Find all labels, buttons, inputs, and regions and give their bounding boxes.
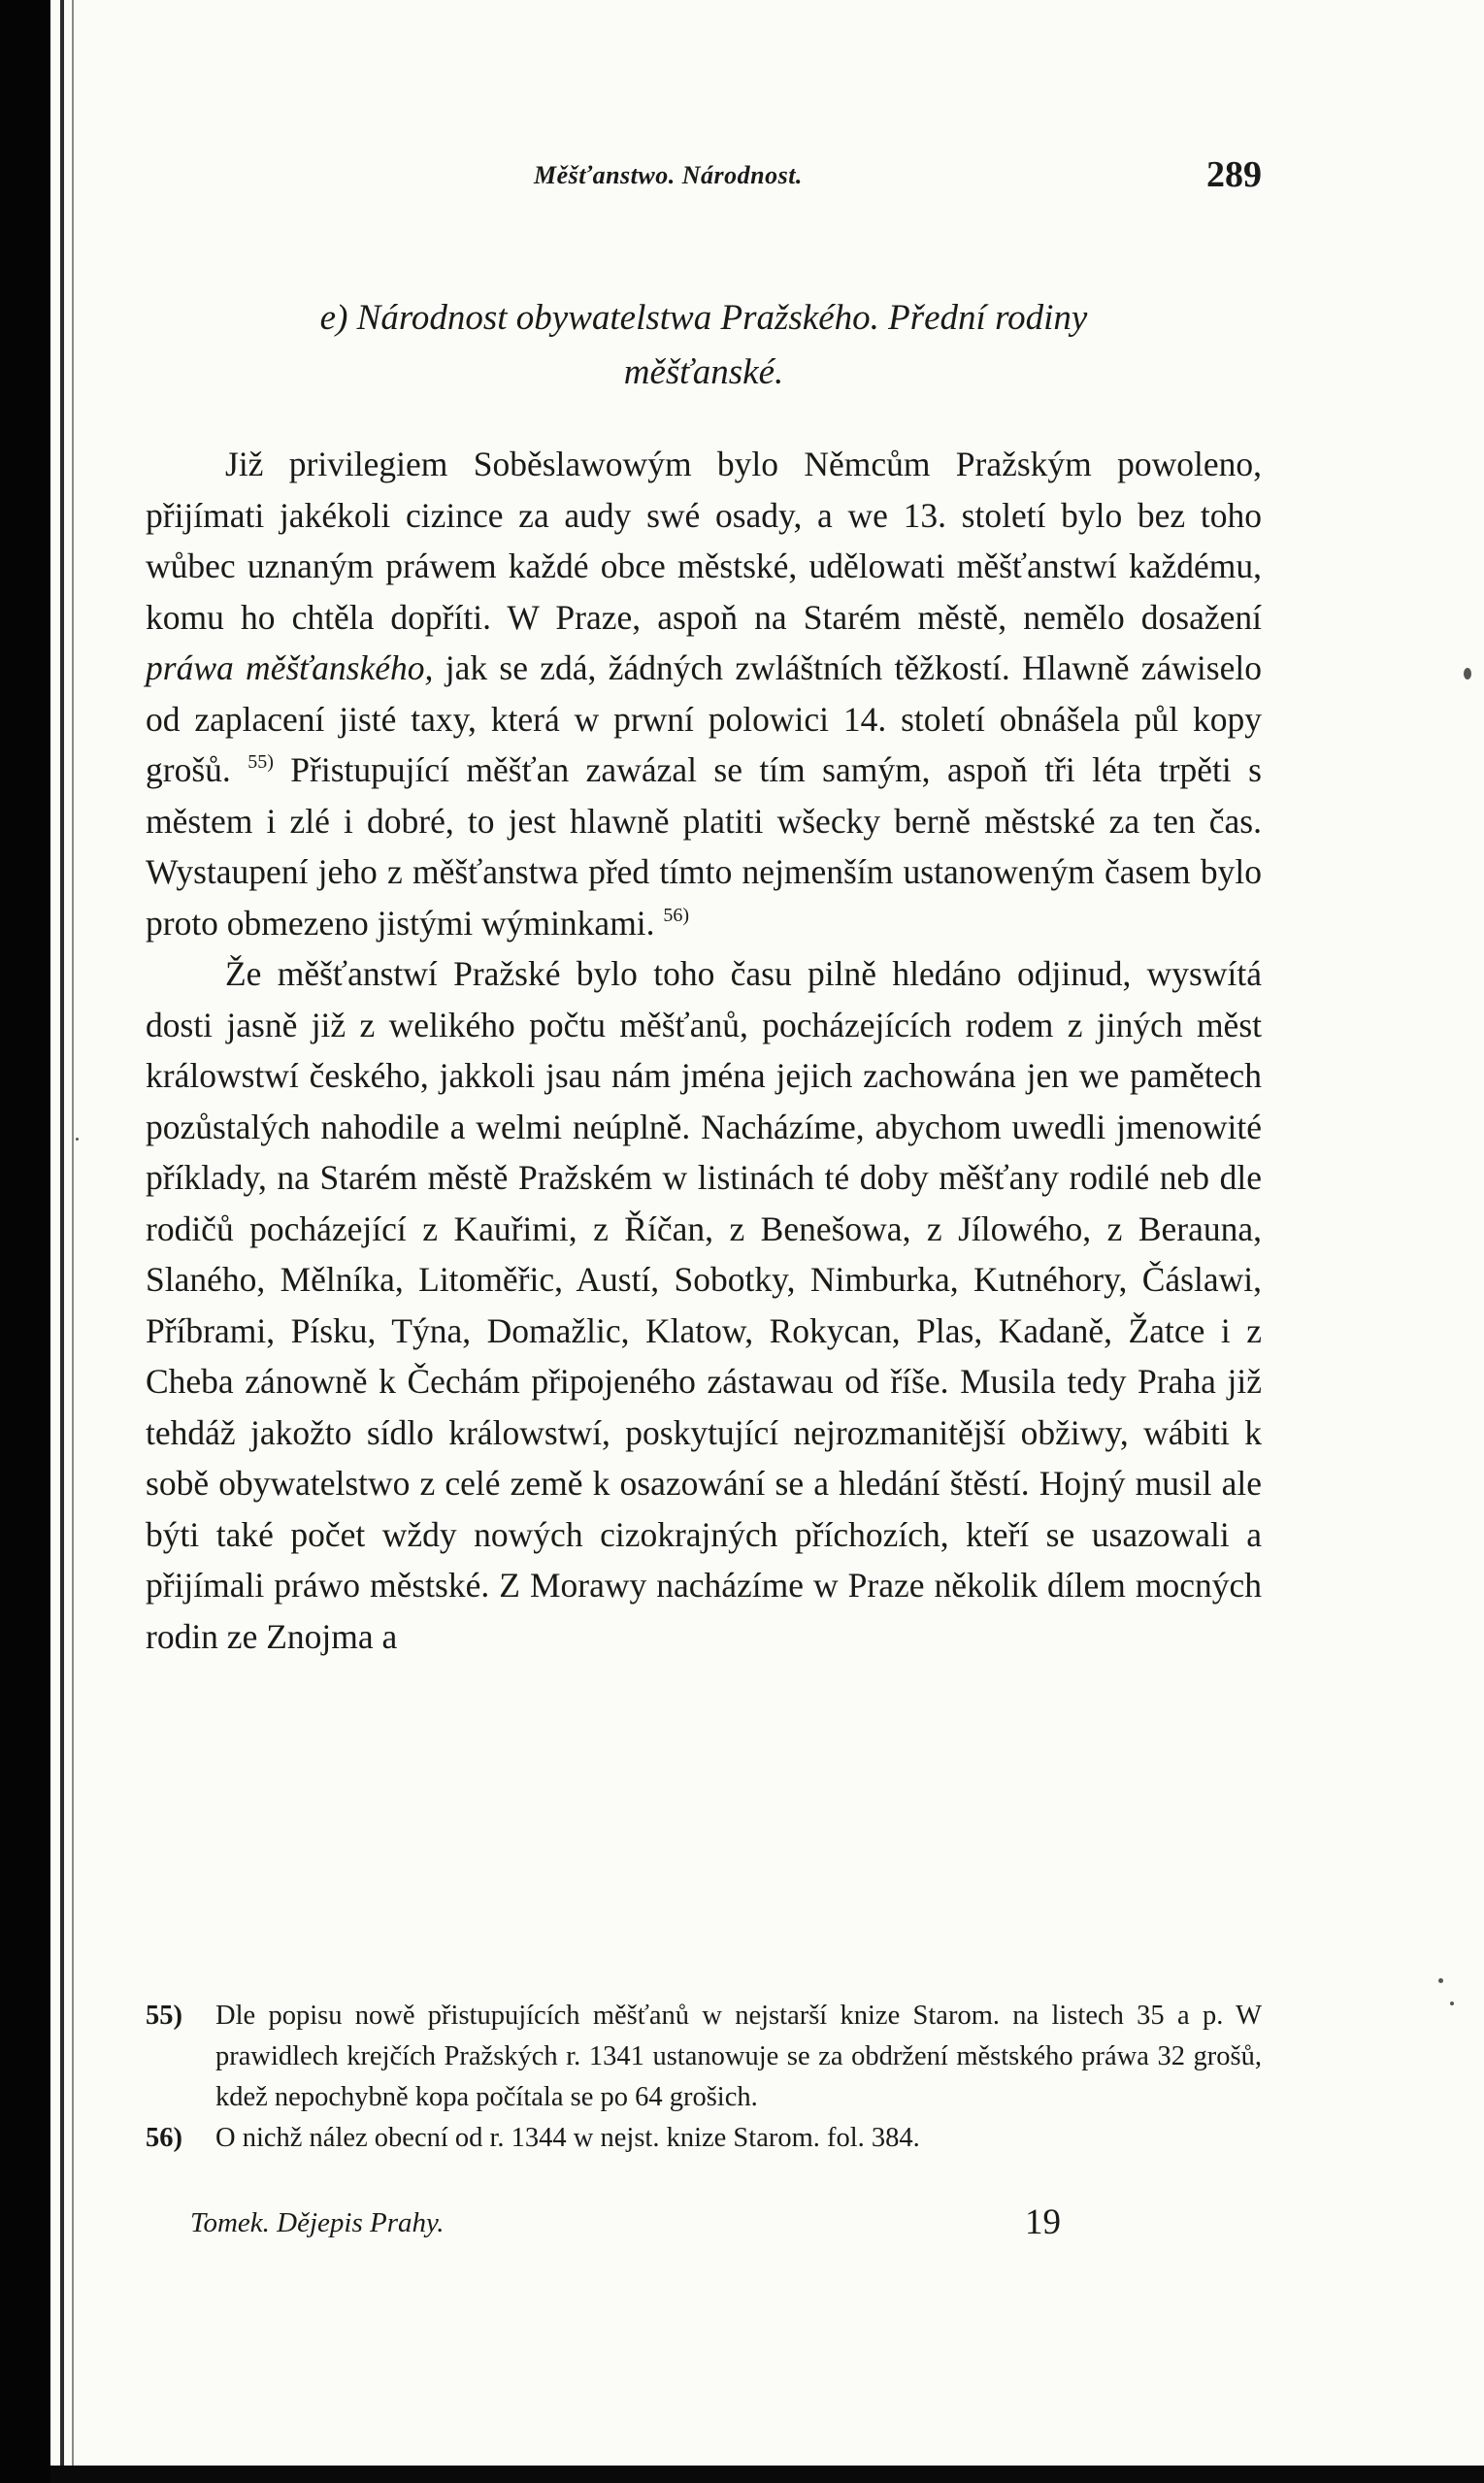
footnote-56: [146, 2118, 1262, 2159]
footnotes: [146, 1996, 1262, 2159]
scan-border-bottom: [50, 2466, 1484, 2483]
paragraph-1-part-b: jak se zdá, žádných zwláštních těžkostí. Hlawně záwiselo od zaplacení jisté taxy, která w prwní polowici 14. století obnášela půl kopy grošů.: [146, 648, 1262, 789]
book-page: [50, 0, 1484, 2466]
sheet-number: 19: [1025, 2202, 1061, 2242]
running-head: Měšťanstwo. Národnost.: [534, 161, 803, 189]
footnote-ref-56: 56): [663, 904, 690, 926]
page-edge-line-inner: [72, 0, 74, 2466]
printer-signature: Tomek. Dějepis Prahy.: [190, 2207, 445, 2238]
footnote-text: O nichž nález obecní od r. 1344 w nejst. knize Starom. fol. 384.: [215, 2123, 920, 2153]
scan-border: [0, 0, 50, 2483]
scan-speck: [1450, 2002, 1454, 2005]
footnote-mark: 56): [146, 2123, 182, 2153]
section-title-line-1: e) Národnost obywatelstwa Pražského. Přední rodiny: [319, 298, 1088, 338]
body-text: [146, 439, 1262, 1662]
footnote-55: [146, 1996, 1262, 2118]
page-header: [485, 153, 1262, 202]
paragraph-1-part-a: Již privilegiem Soběslawowým bylo Němcům Pražským powoleno, přijímati jakékoli cizince za audy swé osady, a we 13. století bylo bez toho wůbec uznaným práwem každé obce městské, udělowati měšťanstwí každému, komu ho chtěla dopříti. W Praze, aspoň na Starém městě, nemělo dosažení: [146, 445, 1262, 637]
page-footer: [146, 2202, 1262, 2250]
footnote-text: Dle popisu nowě přistupujících měšťanů w nejstarší knize Starom. na listech 35 a p. W prawidlech krejčích Pražských r. 1341 ustanowuje se za obdržení městského práwa 32 grošů, kdež nepochybně kopa počítala se po 64 grošich.: [215, 2001, 1262, 2112]
page-number: 289: [1206, 154, 1262, 195]
paragraph-1-italic: práwa měšťanského,: [146, 648, 434, 687]
page-edge-line: [60, 0, 64, 2466]
paragraph-1: [146, 439, 1262, 948]
paragraph-1-part-c: Přistupující měšťan zawázal se tím samým, aspoň tři léta trpěti s městem i zlé i dobré, to jest hlawně platiti wšecky berně městské za ten čas. Wystaupení jeho z měšťanstwa před tímto nejmenším ustanoweným časem bylo proto obmezeno jistými wýminkami.: [146, 750, 1262, 943]
scan-speck: [1438, 1978, 1443, 1983]
paragraph-2: Že měšťanstwí Pražské bylo toho času pilně hledáno odjinud, wyswítá dosti jasně již z welikého počtu měšťanů, pocházejících rodem z jiných měst králowstwí českého, jakkoli jsau nám jména jejich zachowána jen we pamětech pozůstalých nahodile a welmi neúplně. Nacházíme, abychom uwedli jmenowité příklady, na Starém městě Pražském w listinách té doby měšťany rodilé neb dle rodičů pocházející z Kauřimi, z Říčan, z Benešowa, z Jílowého, z Berauna, Slaného, Mělníka, Litoměřic, Austí, Sobotky, Nimburka, Kutnéhory, Čáslawi, Příbrami, Písku, Týna, Domažlic, Klatow, Rokycan, Plas, Kadaně, Žatce i z Cheba zánowně k Čechám připojeného zástawau od říše. Musila tedy Praha již tehdáž jakožto sídlo králowstwí, poskytující nejrozmanitější obžiwy, wábiti k sobě obywatelstwo z celé země k osazowání se a hledání štěstí. Hojný musil ale býti také počet wždy nowých cizokrajných příchozích, kteří se usazowali a přijímali práwo městské. Z Morawy nacházíme w Praze několik dílem mocných rodin ze Znojma a: [146, 954, 1262, 1656]
footnote-ref-55: 55): [247, 751, 274, 773]
scan-speck: [1464, 668, 1471, 679]
scan-speck: [76, 1138, 79, 1141]
footnote-mark: 55): [146, 2001, 182, 2031]
section-title: [146, 291, 1262, 400]
section-title-line-2: měšťanské.: [623, 352, 784, 392]
